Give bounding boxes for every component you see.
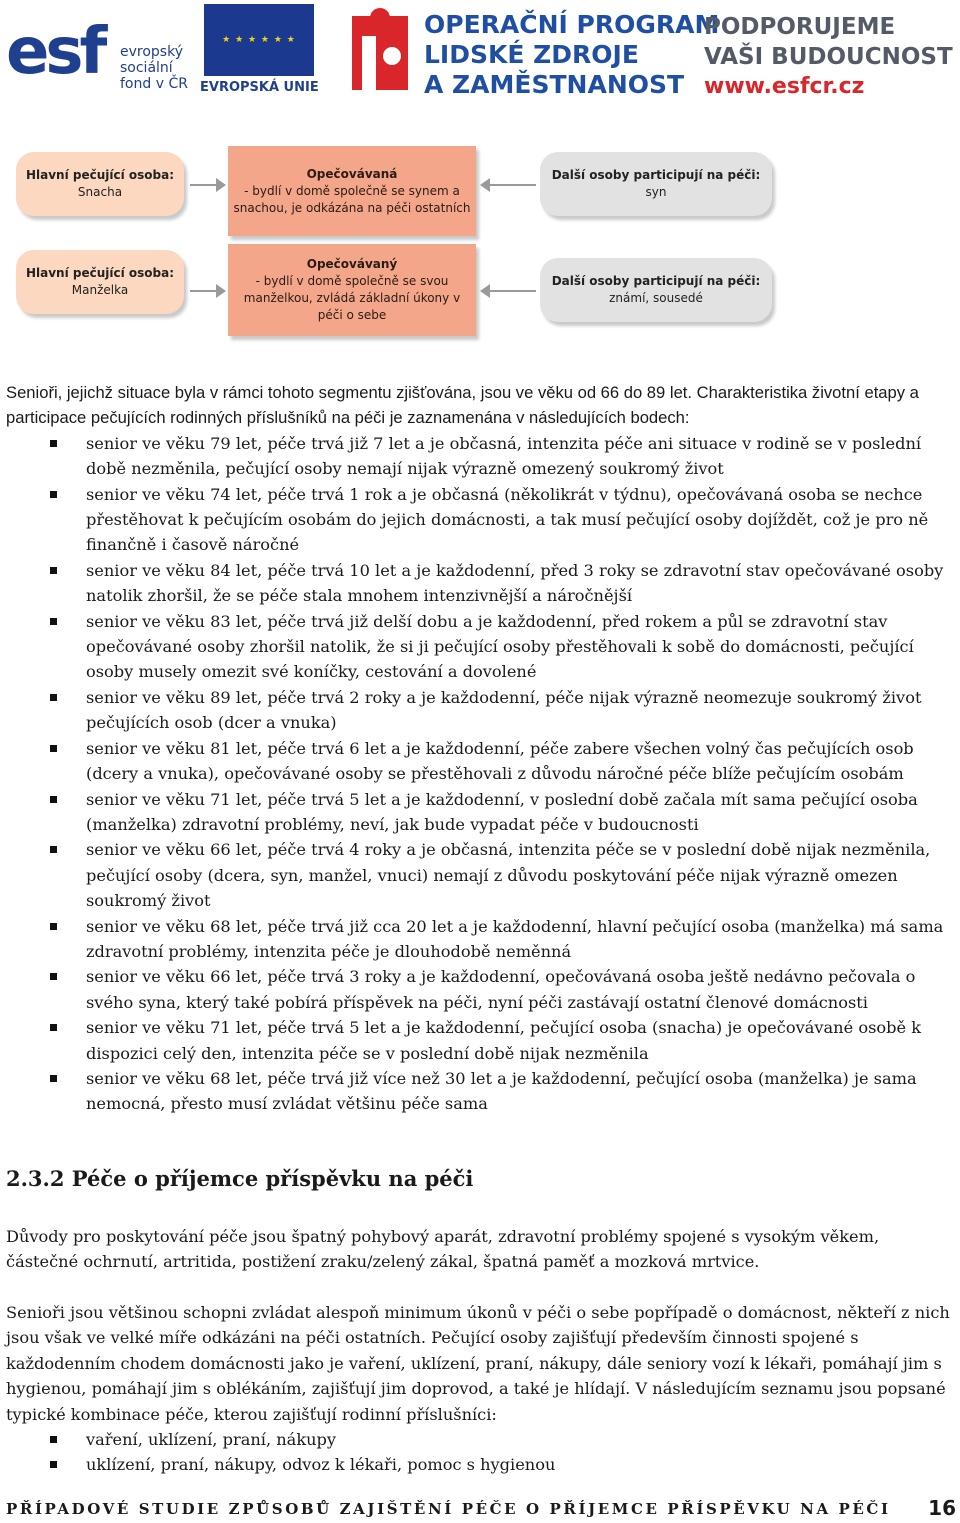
diagram-row2-recipient-box — [228, 244, 476, 336]
arrow-right-icon — [190, 290, 224, 292]
op-program-title — [424, 10, 719, 100]
support-line-1: PODPORUJEME — [704, 14, 896, 40]
care-diagram — [10, 140, 790, 345]
care-paragraph: Senioři jsou většinou schopni zvládat alespoň minimum úkonů v péči o sebe popřípadě o domácnost, někteří z nich jsou však ve velké míře odkázáni na péči ostatních. Pečující osoby zajišťují především činnosti spojené s každodenním chodem domácnosti jako je vaření, uklízení, praní, nákupy, dále seniory vozí k lékaři, pomáhají jim s hygienou, pomáhají jim s oblékáním, zajišťují jim doprovod, a také je hlídají. V následujícím seznamu jsou popsané typické kombinace péče, kterou zajišťují rodinní příslušníci: — [6, 1303, 950, 1424]
support-url: www.esfcr.cz — [704, 74, 865, 99]
box-title: Další osoby participují na péči: — [551, 274, 761, 288]
list-item: senior ve věku 71 let, péče trvá 5 let a je každodenní, v poslední době začala mít sama pečující osoba (manželka) zdravotní problémy, neví, jak bude vypadat péče v budoucnosti — [86, 787, 951, 838]
arrow-left-icon — [482, 184, 536, 186]
list-item: senior ve věku 79 let, péče trvá již 7 let a je občasná, intenzita péče ani situace v rodině se v poslední době nezměnila, pečující osoby nemají nijak výrazně omezený soukromý život — [86, 431, 951, 482]
list-item: senior ve věku 81 let, péče trvá 6 let a je každodenní, péče zabere všechen volný čas pečujících osob (dcery a vnuka), opečovávané osoby se přestěhovali z důvodu náročné péče blíže pečujícím osobám — [86, 736, 951, 787]
eu-flag-icon — [204, 4, 314, 76]
esf-text-line-2: sociální — [120, 60, 173, 76]
box-title: Hlavní pečující osoba: — [25, 266, 175, 280]
eu-caption: EVROPSKÁ UNIE — [200, 80, 319, 95]
box-text-line: - bydlí v domě společně se synem a — [244, 183, 460, 198]
box-text-line: snachou, je odkázána na péči ostatních — [233, 200, 471, 215]
box-text-line: - bydlí v domě společně se svou — [255, 274, 449, 288]
box-text: Snacha — [77, 185, 123, 199]
header-logos — [0, 0, 960, 110]
box-text: známí, sousedé — [609, 291, 703, 305]
arrow-right-icon — [190, 184, 224, 186]
list-item: senior ve věku 68 let, péče trvá již více než 30 let a je každodenní, pečující osoba (manželka) je sama nemocná, přesto musí zvládat většinu péče sama — [86, 1066, 951, 1117]
diagram-row2-others-box — [540, 258, 772, 322]
list-item: senior ve věku 84 let, péče trvá 10 let a je každodenní, před 3 roky se zdravotní stav opečovávané osoby natolik zhoršil, že se péče stala mnohem intenzivnější a náročnější — [86, 558, 951, 609]
box-text-line: manželkou, zvládá základní úkony v — [243, 291, 461, 305]
section-heading: 2.3.2 Péče o příjemce příspěvku na péči — [6, 1166, 474, 1191]
esf-mark: esf — [6, 15, 104, 89]
list-item: uklízení, praní, nákupy, odvoz k lékaři, pomoc s hygienou — [86, 1452, 951, 1477]
page-number: 16 — [928, 1496, 956, 1520]
box-title: Hlavní pečující osoba: — [25, 168, 175, 182]
diagram-row2-caregiver-box — [16, 250, 184, 314]
box-text: Manželka — [71, 283, 129, 297]
box-title: Další osoby participují na péči: — [551, 168, 761, 182]
box-title: Opečovávaná — [306, 166, 398, 181]
esf-logo — [6, 8, 194, 98]
list-item: senior ve věku 83 let, péče trvá již delší dobu a je každodenní, před rokem a půl se zdravotní stav opečovávané osoby zhoršil natolik, že si ji pečující osoby přestěhovali k sobě do domácnosti, pečující osoby musely omezit své koníčky, cestování a dovolené — [86, 609, 951, 685]
senior-bullet-list — [6, 431, 951, 1117]
list-item: senior ve věku 66 let, péče trvá 4 roky a je občasná, intenzita péče se v poslední době nijak nezměnila, pečující osoby (dcera, syn, manžel, vnuci) nemají z důvodu poskytování péče nijak výrazně omezen soukromý život — [86, 837, 951, 913]
footer-title: PŘÍPADOVÉ STUDIE ZPŮSOBŮ ZAJIŠTĚNÍ PÉČE O PŘÍJEMCE PŘÍSPĚVKU NA PÉČI — [6, 1500, 891, 1518]
diagram-row1-others-box — [540, 152, 772, 216]
diagram-row1-caregiver-box — [16, 152, 184, 216]
op-line-2: LIDSKÉ ZDROJE — [424, 40, 639, 69]
box-title: Opečovávaný — [306, 257, 398, 271]
intro-paragraph: Senioři, jejichž situace byla v rámci tohoto segmentu zjišťována, jsou ve věku od 66 do 89 let. Charakteristika životní etapy a participace pečujících rodinných příslušníků na péči je zaznamenána v následujících bodech: — [6, 383, 919, 428]
list-item: vaření, uklízení, praní, nákupy — [86, 1427, 951, 1452]
list-item: senior ve věku 68 let, péče trvá již cca 20 let a je každodenní, hlavní pečující osoba (manželka) má sama zdravotní problémy, intenzita péče je dlouhodobě neměnná — [86, 914, 951, 965]
box-text-line: péči o sebe — [317, 308, 387, 322]
esf-text-line-1: evropský — [120, 44, 183, 60]
eu-stars-icon: ★ ★ ★ ★ ★ ★ — [222, 35, 296, 45]
list-item: senior ve věku 66 let, péče trvá 3 roky a je každodenní, opečovávaná osoba ještě nedávno pečovala o svého syna, který také pobírá příspěvek na péči, nyní péči zastávají ostatní členové domácnosti — [86, 964, 951, 1015]
esf-text — [120, 44, 188, 92]
arrow-left-icon — [482, 290, 536, 292]
esf-text-line-3: fond v ČR — [120, 76, 188, 92]
list-item: senior ve věku 71 let, péče trvá 5 let a je každodenní, pečující osoba (snacha) je opečovávané osobě k dispozici celý den, intenzita péče se v poslední době nijak nezměnila — [86, 1015, 951, 1066]
box-text: syn — [645, 185, 667, 199]
diagram-row1-recipient-box — [228, 146, 476, 236]
op-line-3: A ZAMĚSTNANOST — [424, 70, 685, 99]
support-line-2: VAŠI BUDOUCNOST — [704, 44, 953, 70]
op-line-1: OPERAČNÍ PROGRAM — [424, 10, 720, 39]
main-content — [6, 380, 951, 1117]
reasons-paragraph: Důvody pro poskytování péče jsou špatný pohybový aparát, zdravotní problémy spojené s vysokým věkem, částečné ochrnutí, artritida, postižení zraku/zelený zákal, špatná paměť a mozková mrtvice. — [6, 1227, 880, 1272]
list-item: senior ve věku 74 let, péče trvá 1 rok a je občasná (několikrát v týdnu), opečovávaná osoba se nechce přestěhovat k pečujícím osobám do jejich domácnosti, a tak musí pečující osoby dojíždět, což je pro ně finančně i časově náročné — [86, 482, 951, 558]
op-puzzle-logo-icon — [348, 6, 418, 96]
support-slogan — [704, 12, 953, 102]
list-item: senior ve věku 89 let, péče trvá 2 roky a je každodenní, péče nijak výrazně neomezuje soukromý život pečujících osob (dcer a vnuka) — [86, 685, 951, 736]
care-combination-list — [6, 1427, 951, 1478]
